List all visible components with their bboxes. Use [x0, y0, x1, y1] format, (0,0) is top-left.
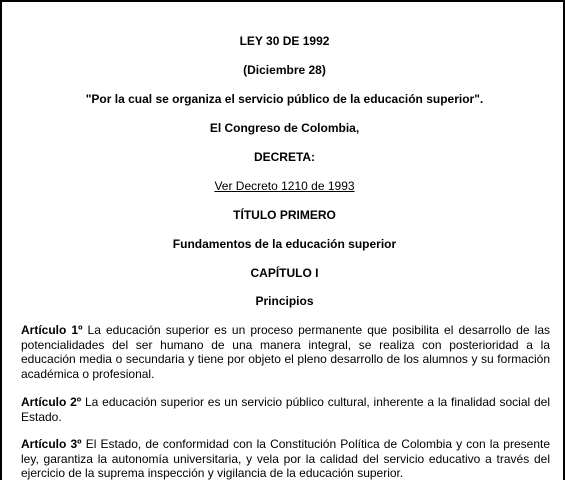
- article-text: La educación superior es un proceso permanente que posibilita el desarrollo de las potencialidades del ser humano de una manera integral, se realiza con posterioridad a la educación media o secundaria y tiene por objeto el pleno desarrollo de los alumnos y su formación académica o profesional.: [21, 323, 550, 381]
- article-text: El Estado, de conformidad con la Constitución Política de Colombia y con la presente ley, garantiza la autonomía universitaria, y vela por la calidad del servicio educativo a través del ejercicio de la suprema inspección y vigilancia de la educación superior.: [21, 437, 551, 480]
- decree-heading: DECRETA:: [253, 150, 316, 164]
- law-date: (Diciembre 28): [243, 63, 326, 77]
- see-decree-line: [2, 179, 565, 193]
- title-heading: TÍTULO PRIMERO: [233, 208, 336, 222]
- article-1: [21, 323, 550, 381]
- chapter-name: Principios: [255, 294, 314, 308]
- article-label: Artículo 1º: [21, 323, 83, 337]
- title-name: Fundamentos de la educación superior: [172, 237, 397, 251]
- article-label: Artículo 3º: [21, 437, 82, 451]
- article-2: [21, 395, 550, 424]
- article-text: La educación superior es un servicio público cultural, inherente a la finalidad social del Estado.: [21, 395, 550, 424]
- chapter-heading: CAPÍTULO I: [250, 266, 319, 280]
- law-document: [2, 2, 565, 482]
- article-3: [21, 437, 550, 481]
- see-decree-link[interactable]: Ver Decreto 1210 de 1993: [214, 179, 355, 193]
- law-title: LEY 30 DE 1992: [239, 34, 330, 48]
- law-subtitle: "Por la cual se organiza el servicio público de la educación superior".: [85, 92, 484, 106]
- article-label: Artículo 2º: [21, 395, 82, 409]
- issuer-line: El Congreso de Colombia,: [209, 121, 360, 135]
